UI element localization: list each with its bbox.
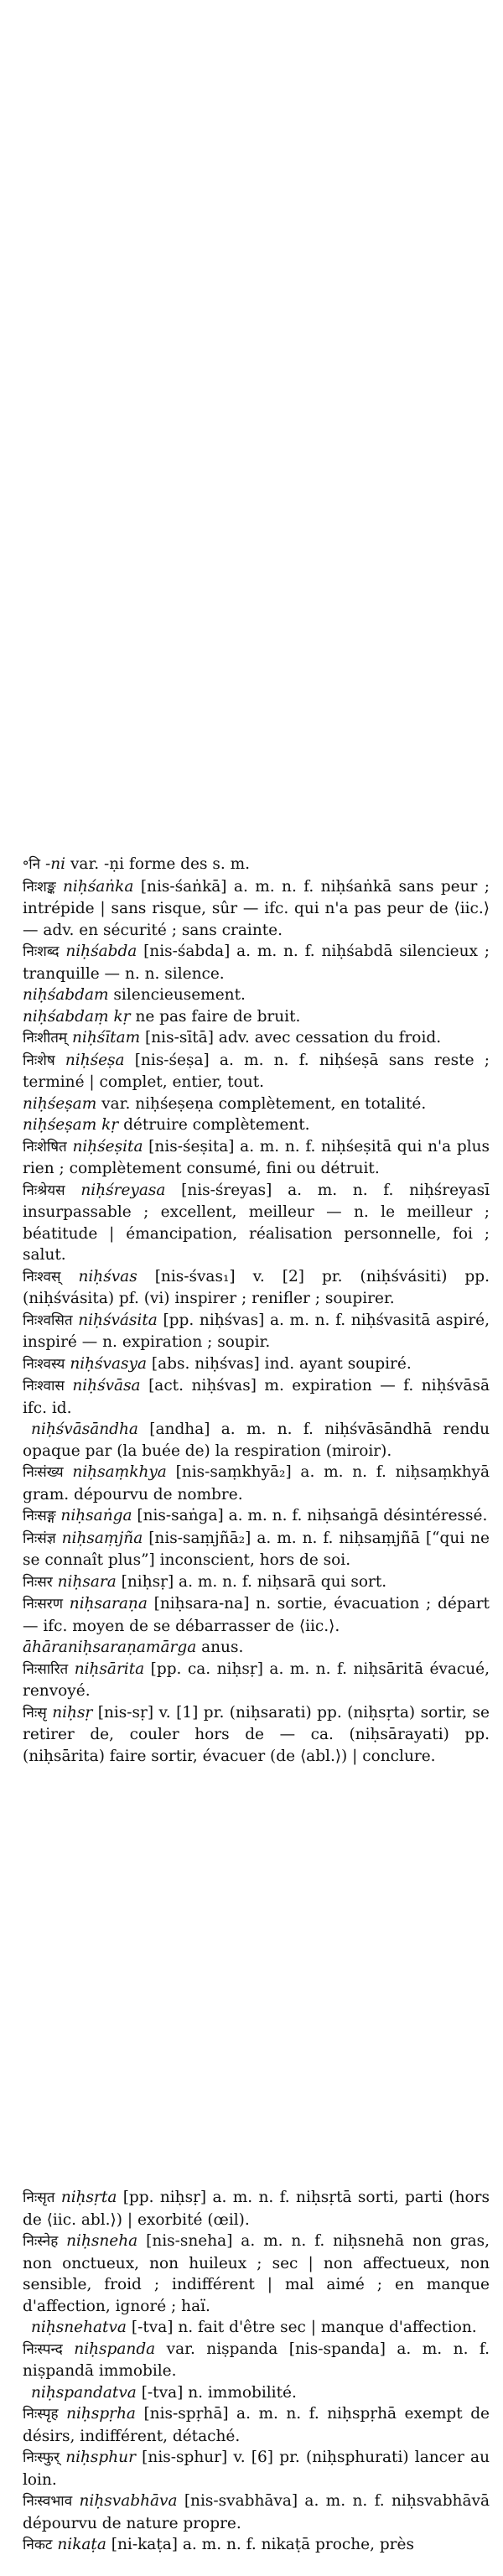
transliterated-headword: āhāraniḥsaraṇamārga bbox=[23, 1639, 197, 1656]
devanagari-headword: निःस्वभाव bbox=[23, 2493, 73, 2510]
transliterated-headword: niḥsphur bbox=[65, 2449, 136, 2466]
definition-text: [nis-śeṣita] a. m. n. f. niḥśeṣitā qui n'a plus rien ; complètement consumé, fini ou détruit. bbox=[23, 1137, 490, 1177]
devanagari-headword: निःसारित bbox=[23, 1660, 69, 1678]
dictionary-entry bbox=[23, 1593, 490, 1637]
dictionary-entry bbox=[23, 2187, 490, 2231]
transliterated-headword: niḥśvas bbox=[78, 1267, 137, 1285]
transliterated-headword: niḥśvasya bbox=[70, 1354, 148, 1373]
definition-text: [nis-śaṅkā] a. m. n. f. niḥśaṅkā sans peur ; intrépide | sans risque, sûr — ifc. qui n'a pas peur de ⟨iic.⟩ — adv. en sécurité ; sans crainte. bbox=[23, 877, 490, 939]
dictionary-entry bbox=[23, 2403, 490, 2447]
definition-text: [nis-śeṣa] a. m. n. f. niḥśeṣā sans reste ; terminé | complet, entier, tout. bbox=[23, 1051, 490, 1091]
devanagari-headword: ॰नि bbox=[23, 856, 41, 873]
definition-text: [niḥsara-na] n. sortie, évacuation ; départ — ifc. moyen de se débarrasser de ⟨iic.⟩. bbox=[23, 1595, 490, 1635]
transliterated-headword: niḥsneha bbox=[66, 2232, 138, 2250]
transliterated-headword: niḥsara bbox=[57, 1572, 117, 1591]
transliterated-headword: niḥśeṣam bbox=[23, 1094, 97, 1113]
devanagari-headword: निःसर bbox=[23, 1573, 53, 1591]
dictionary-subentry bbox=[23, 1006, 490, 1028]
transliterated-headword: niḥśeṣam kṛ bbox=[23, 1116, 119, 1134]
definition-text: [ni-kaṭa] a. m. n. f. nikaṭā proche, près bbox=[106, 2536, 414, 2553]
dictionary-entry bbox=[23, 2490, 490, 2534]
definition-text: var. -ṇi forme des s. m. bbox=[65, 855, 251, 873]
transliterated-headword: niḥśaṅka bbox=[63, 877, 134, 896]
transliterated-headword: niḥsārita bbox=[74, 1659, 145, 1678]
dictionary-entry bbox=[23, 1571, 490, 1594]
devanagari-headword: निःश्वस् bbox=[23, 1268, 61, 1285]
dictionary-entry bbox=[23, 1310, 490, 1353]
dictionary-subentry bbox=[23, 1637, 490, 1659]
dictionary-entry bbox=[23, 1180, 490, 1266]
definition-text: [-tva] n. fait d'être sec | manque d'affection. bbox=[126, 2319, 477, 2336]
transliterated-headword: niḥsaṅga bbox=[60, 1507, 132, 1524]
devanagari-headword: निःश्रेयस bbox=[23, 1182, 65, 1199]
devanagari-headword: निःशेष bbox=[23, 1052, 55, 1069]
transliterated-headword: niḥśeṣa bbox=[65, 1051, 125, 1069]
definition-text: [act. niḥśvas] m. expiration — f. niḥśvāsā ifc. id. bbox=[23, 1377, 490, 1417]
dictionary-entry bbox=[23, 1027, 490, 1050]
transliterated-headword: niḥśabdaṃ kṛ bbox=[23, 1007, 131, 1026]
devanagari-headword: निःसरण bbox=[23, 1596, 64, 1613]
definition-text: [nis-saṃkhyā₂] a. m. n. f. niḥsaṃkhyā gram. dépourvu de nombre. bbox=[23, 1463, 490, 1504]
transliterated-headword: niḥśītam bbox=[71, 1029, 141, 1046]
transliterated-headword: niḥśabda bbox=[65, 943, 137, 960]
dictionary-subentry bbox=[23, 1419, 490, 1462]
dictionary-entry bbox=[23, 1136, 490, 1180]
dictionary-entry bbox=[23, 2339, 490, 2382]
dictionary-subentry bbox=[23, 2382, 490, 2404]
definition-text: [abs. niḥśvas] ind. ayant soupiré. bbox=[147, 1354, 412, 1373]
dictionary-entry bbox=[23, 2534, 490, 2557]
dictionary-subentry bbox=[23, 1093, 490, 1115]
devanagari-headword: निःस्फुर् bbox=[23, 2449, 60, 2466]
definition-text: [nis-saṃjñā₂] a. m. n. f. niḥsaṃjñā [“qui ne se connaît plus”] inconscient, hors de soi. bbox=[23, 1529, 490, 1569]
dictionary-entry bbox=[23, 1702, 490, 1768]
dictionary-subentry bbox=[23, 1114, 490, 1136]
devanagari-headword: निकट bbox=[23, 2537, 53, 2553]
devanagari-headword: निःसृत bbox=[23, 2189, 55, 2206]
definition-text: [nis-sneha] a. m. n. f. niḥsnehā non gras, non onctueux, non huileux ; sec | non affectueux, non sensible, froid ; indifférent | mal aimé ; en manque d'affection, ignoré ; haï. bbox=[23, 2232, 490, 2315]
dictionary-entry bbox=[23, 2447, 490, 2490]
devanagari-headword: निःशब्द bbox=[23, 943, 60, 960]
transliterated-headword: niḥśvásita bbox=[78, 1311, 158, 1329]
dictionary-block-upper bbox=[23, 854, 490, 1767]
dictionary-block-lower bbox=[23, 2187, 490, 2557]
transliterated-headword: niḥsaṃkhya bbox=[72, 1463, 167, 1481]
transliterated-headword: niḥśreyasa bbox=[80, 1181, 166, 1199]
definition-text: [pp. niḥśvas] a. m. n. f. niḥśvasitā aspiré, inspiré — n. expiration ; soupir. bbox=[23, 1311, 490, 1351]
transliterated-headword: niḥsnehatva bbox=[31, 2319, 127, 2336]
devanagari-headword: निःसृ bbox=[23, 1704, 47, 1722]
definition-text: var. niḥśeṣeṇa complètement, en totalité. bbox=[96, 1094, 427, 1113]
definition-text: [nis-sṛ] v. [1] pr. (niḥsarati) pp. (niḥsṛta) sortir, se retirer de, couler hors de — ca. (niḥsārayati) pp. (niḥsārita) faire sortir, évacuer (de ⟨abl.⟩) | conclure. bbox=[23, 1703, 490, 1765]
devanagari-headword: निःश्वास bbox=[23, 1378, 65, 1394]
transliterated-headword: nikaṭa bbox=[57, 2536, 106, 2553]
definition-text: [nis-sītā] adv. avec cessation du froid. bbox=[140, 1029, 442, 1046]
transliterated-headword: niḥsaṃjña bbox=[61, 1529, 143, 1547]
definition-text: [nis-sphur] v. [6] pr. (niḥsphurati) lancer au loin. bbox=[23, 2449, 490, 2489]
dictionary-entry bbox=[23, 1462, 490, 1505]
transliterated-headword: niḥśabdam bbox=[23, 986, 109, 1004]
definition-text: silencieusement. bbox=[108, 986, 246, 1004]
dictionary-entry bbox=[23, 854, 490, 876]
definition-text: ne pas faire de bruit. bbox=[130, 1007, 301, 1026]
dictionary-entry bbox=[23, 1375, 490, 1419]
transliterated-headword: niḥśvāsāndha bbox=[31, 1420, 138, 1438]
transliterated-headword: niḥśeṣita bbox=[72, 1137, 143, 1156]
devanagari-headword: निःस्पृह bbox=[23, 2406, 59, 2423]
dictionary-entry bbox=[23, 876, 490, 942]
definition-text: [pp. niḥsṛ] a. m. n. f. niḥsṛtā sorti, parti (hors de ⟨iic. abl.⟩) | exorbité (œil). bbox=[23, 2189, 490, 2229]
definition-text: [-tva] n. immobilité. bbox=[136, 2383, 297, 2402]
definition-text: [nis-svabhāva] a. m. n. f. niḥsvabhāvā dépourvu de nature propre. bbox=[23, 2492, 490, 2532]
transliterated-headword: niḥsaraṇa bbox=[69, 1595, 148, 1613]
definition-text: var. niṣpanda [nis-spanda] a. m. n. f. niṣpandā immobile. bbox=[23, 2340, 490, 2380]
definition-text: [niḥsṛ] a. m. n. f. niḥsarā qui sort. bbox=[116, 1572, 387, 1591]
transliterated-headword: niḥspanda bbox=[74, 2340, 156, 2358]
devanagari-headword: निःसंख्य bbox=[23, 1464, 64, 1481]
devanagari-headword: निःस्पन्द bbox=[23, 2340, 63, 2358]
definition-text: détruire complètement. bbox=[118, 1116, 310, 1134]
definition-text: [pp. ca. niḥsṛ] a. m. n. f. niḥsāritā évacué, renvoyé. bbox=[23, 1659, 490, 1700]
devanagari-headword: निःश्वसित bbox=[23, 1311, 73, 1329]
definition-text: anus. bbox=[196, 1639, 244, 1656]
definition-text: [nis-spṛhā] a. m. n. f. niḥspṛhā exempt de désirs, indifférent, détaché. bbox=[23, 2405, 490, 2445]
devanagari-headword: निःशङ्क bbox=[23, 878, 56, 896]
transliterated-headword: -ni bbox=[44, 855, 66, 873]
devanagari-headword: निःसंज्ञ bbox=[23, 1530, 56, 1547]
definition-text: [nis-śreyas] a. m. n. f. niḥśreyasī insurpassable ; excellent, meilleur — n. le meilleur ; béatitude | émancipation, réalisation personnelle, foi ; salut. bbox=[23, 1181, 490, 1264]
transliterated-headword: niḥsṛ bbox=[52, 1703, 93, 1722]
dictionary-entry bbox=[23, 1528, 490, 1571]
definition-text: [andha] a. m. n. f. niḥśvāsāndhā rendu opaque par (la buée de) la respiration (miroir). bbox=[23, 1420, 490, 1460]
dictionary-entry bbox=[23, 941, 490, 984]
transliterated-headword: niḥspṛha bbox=[66, 2405, 136, 2423]
dictionary-entry bbox=[23, 2231, 490, 2317]
dictionary-entry bbox=[23, 1050, 490, 1093]
devanagari-headword: निःशीतम् bbox=[23, 1030, 68, 1046]
dictionary-entry bbox=[23, 1353, 490, 1376]
transliterated-headword: niḥsvabhāva bbox=[79, 2492, 178, 2510]
devanagari-headword: निःश्वस्य bbox=[23, 1355, 65, 1373]
dictionary-entry bbox=[23, 1659, 490, 1702]
transliterated-headword: niḥspandatva bbox=[31, 2383, 137, 2402]
definition-text: [nis-saṅga] a. m. n. f. niḥsaṅgā désintéressé. bbox=[132, 1507, 488, 1524]
dictionary-subentry bbox=[23, 2317, 490, 2339]
devanagari-headword: निःसङ्ग bbox=[23, 1508, 56, 1524]
transliterated-headword: niḥśvāsa bbox=[72, 1377, 141, 1394]
definition-text: [nis-śvas₁] v. [2] pr. (niḥśvásiti) pp. (niḥśvásita) pf. (vi) inspirer ; renifler ; soupirer. bbox=[23, 1267, 490, 1307]
dictionary-entry bbox=[23, 1266, 490, 1310]
transliterated-headword: niḥsṛta bbox=[60, 2189, 117, 2206]
definition-text: [nis-śabda] a. m. n. f. niḥśabdā silencieux ; tranquille — n. n. silence. bbox=[23, 943, 490, 983]
dictionary-subentry bbox=[23, 984, 490, 1006]
devanagari-headword: निःस्नेह bbox=[23, 2233, 59, 2250]
devanagari-headword: निःशेषित bbox=[23, 1138, 67, 1156]
dictionary-entry bbox=[23, 1505, 490, 1528]
